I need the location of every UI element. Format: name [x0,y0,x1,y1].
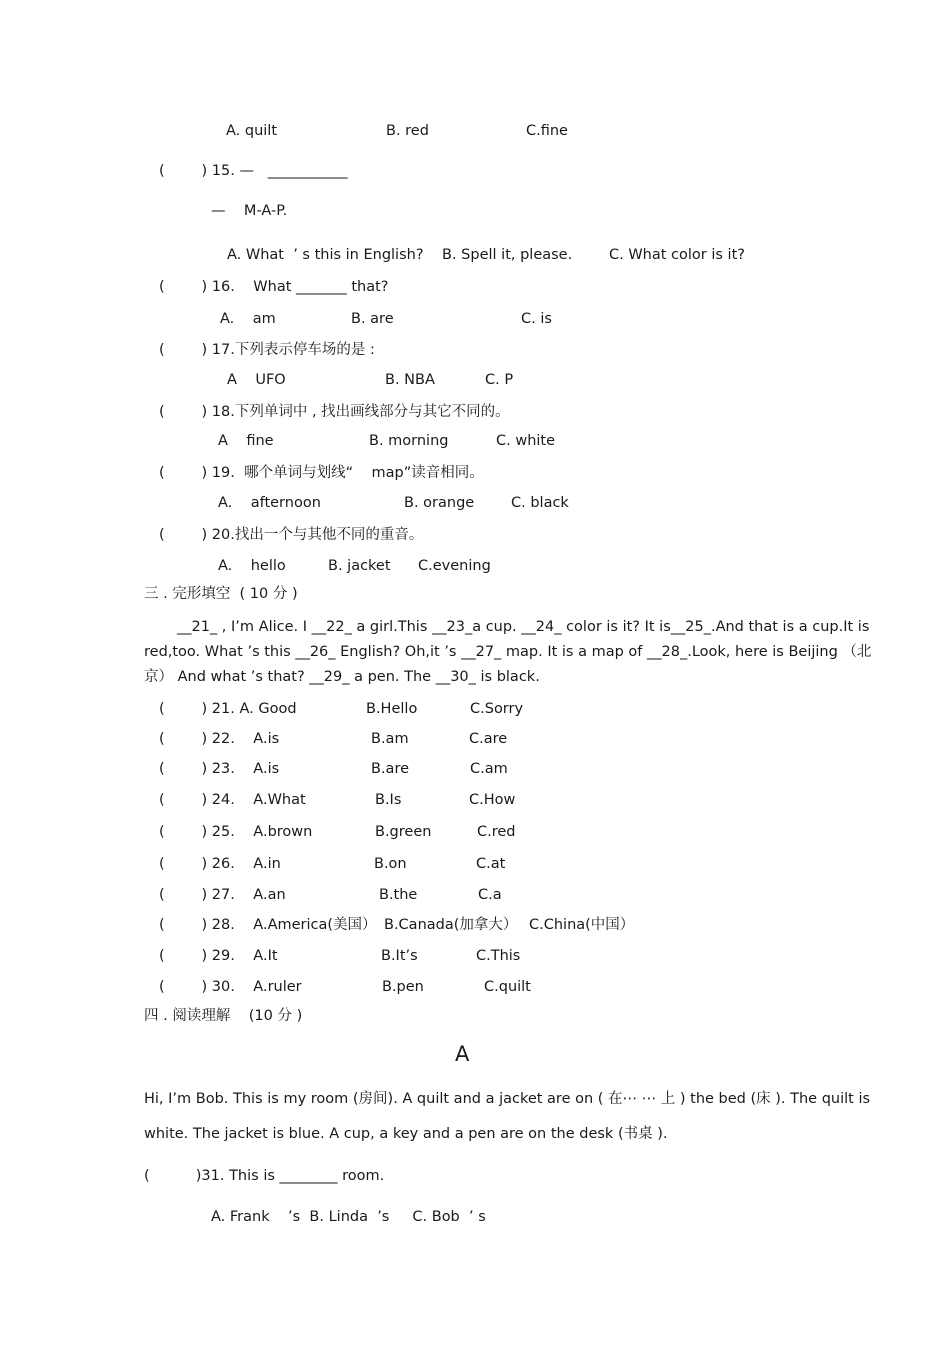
cloze-q22-stem: ( ) 22. A.is [159,731,280,747]
cloze-q29-option-c: C.This [476,948,521,964]
q19-option-c: C. black [511,495,569,511]
cloze-q21-stem: ( ) 21. A. Good [159,701,297,717]
cloze-q24-option-b: B.Is [375,792,402,808]
cloze-q22-option-b: B.am [371,731,409,747]
q20-option-c: C.evening [418,558,491,574]
q16-stem: ( ) 16. What _______ that? [159,279,389,295]
q17-option-c: C. P [485,372,514,388]
cloze-q28-option-c: C.China(中国） [529,917,635,933]
q18-option-c: C. white [496,433,556,449]
cloze-q23-option-b: B.are [371,761,410,777]
cloze-q25-option-c: C.red [477,824,516,840]
reading-passage: Hi, I’m Bob. This is my room (房间). A quilt and a jacket are on ( 在⋯ ⋯ 上 ) the bed (床 ). The quilt is white. The jacket is blue. A cup, a key and a pen are on the desk (书桌 ). [144,1091,871,1142]
cloze-q29-stem: ( ) 29. A.It [159,948,278,964]
q31-options: A. Frank ’s B. Linda ’s C. Bob ’ s [211,1209,486,1225]
cloze-q21-option-b: B.Hello [366,701,418,717]
section4-title: 四 . 阅读理解 (10 分 ) [144,1008,303,1024]
q20-option-a: A. hello [218,558,286,574]
cloze-q24-stem: ( ) 24. A.What [159,792,306,808]
q17-option-a: A UFO [227,372,286,388]
passage-title: A [455,1042,470,1066]
section3-passage: __21_ , I’m Alice. I __22_ a girl.This __23_a cup. __24_ color is it? It is__25_.And that is a cup.It is red,too. What ’s this __26_ English? Oh,it ’s __27_ map. It is a map of __28_.Look, here is Beijing （北京） And what ’s that? __29_ a pen. The __30_ is black. [144,619,872,685]
q15-stem: ( ) 15. — ___________ [159,163,348,179]
cloze-q30-option-b: B.pen [382,979,424,995]
q19-option-b: B. orange [404,495,475,511]
cloze-q23-stem: ( ) 23. A.is [159,761,280,777]
cloze-q27-option-b: B.the [379,887,418,903]
cloze-q30-option-c: C.quilt [484,979,531,995]
q18-stem: ( ) 18.下列单词中 , 找出画线部分与其它不同的。 [159,404,510,420]
q14-option-a: A. quilt [226,123,278,139]
cloze-q27-stem: ( ) 27. A.an [159,887,286,903]
q18-option-b: B. morning [369,433,449,449]
cloze-q28-option-b: B.Canada(加拿大） [384,917,518,933]
q19-option-a: A. afternoon [218,495,321,511]
q16-option-a: A. am [220,311,276,327]
cloze-q28-stem: ( ) 28. A.America(美国） [159,917,377,933]
q15-option-b: B. Spell it, please. [442,247,573,263]
q15-option-c: C. What color is it? [609,247,745,263]
q16-option-c: C. is [521,311,552,327]
section3-title: 三 . 完形填空 ( 10 分 ) [144,586,298,602]
q15-option-a: A. What ’ s this in English? [227,247,424,263]
q31-stem: ( )31. This is ________ room. [144,1168,385,1184]
q16-option-b: B. are [351,311,394,327]
q17-option-b: B. NBA [385,372,435,388]
cloze-q27-option-c: C.a [478,887,502,903]
q17-stem: ( ) 17.下列表示停车场的是 : [159,342,375,358]
cloze-q26-stem: ( ) 26. A.in [159,856,281,872]
q18-option-a: A fine [218,433,274,449]
cloze-q26-option-b: B.on [374,856,407,872]
cloze-q29-option-b: B.It’s [381,948,418,964]
cloze-q23-option-c: C.am [470,761,508,777]
q20-option-b: B. jacket [328,558,391,574]
cloze-q26-option-c: C.at [476,856,506,872]
cloze-q25-option-b: B.green [375,824,432,840]
cloze-q30-stem: ( ) 30. A.ruler [159,979,302,995]
cloze-q25-stem: ( ) 25. A.brown [159,824,313,840]
cloze-q24-option-c: C.How [469,792,516,808]
q14-option-c: C.fine [526,123,568,139]
q15-reply: — M-A-P. [211,203,288,219]
q20-stem: ( ) 20.找出一个与其他不同的重音。 [159,527,424,543]
cloze-q22-option-c: C.are [469,731,508,747]
cloze-q21-option-c: C.Sorry [470,701,524,717]
q14-option-b: B. red [386,123,429,139]
q19-stem: ( ) 19. 哪个单词与划线“ map”读音相同。 [159,465,484,481]
